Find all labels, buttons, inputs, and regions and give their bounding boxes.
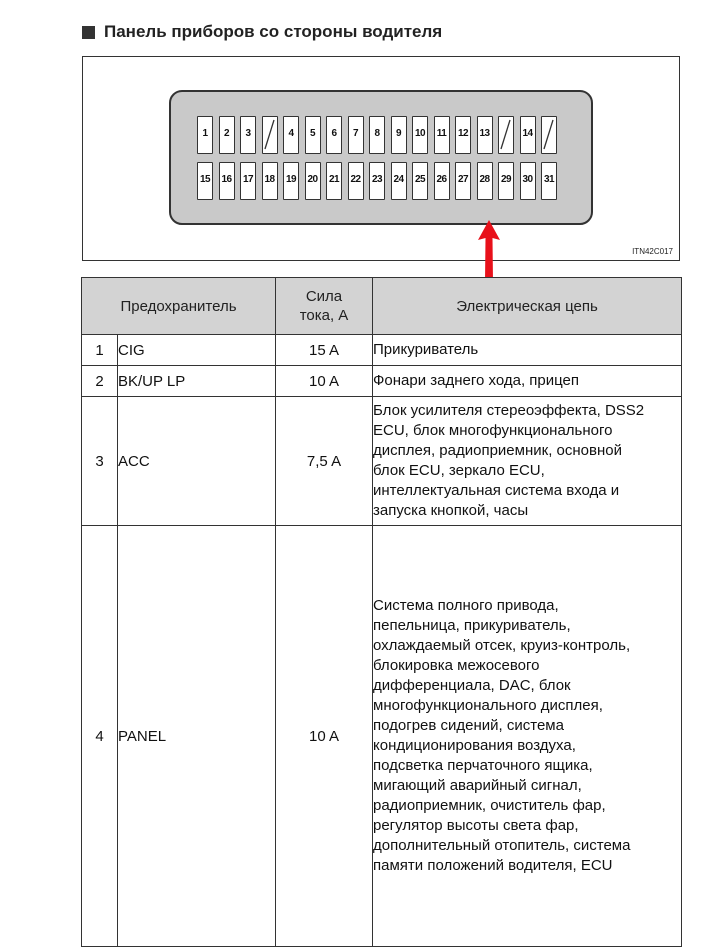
fuse-number: 7 (352, 128, 359, 139)
fuse-name-cell: BK/UP LP (118, 366, 276, 397)
circuit-line: Блок усилителя стереоэффекта, DSS2 (373, 402, 645, 419)
fuse-number: 11 (436, 128, 447, 139)
circuit-line: запуска кнопкой, часы (373, 502, 529, 519)
fuse-slot-5 (305, 116, 321, 154)
fuse-slot-12 (455, 116, 471, 154)
table-header-row (82, 278, 682, 335)
fuse-number: 6 (331, 128, 337, 139)
section-title (82, 22, 442, 42)
circuit-line: дифференциала, DAC, блок (373, 677, 571, 694)
section-title-text: Панель приборов со стороны водителя (104, 22, 443, 41)
fuse-slot-15 (197, 162, 213, 200)
fuse-number: 3 (245, 128, 251, 139)
table-row (82, 526, 682, 947)
fuse-slot-24 (391, 162, 407, 200)
fuse-slot-31 (541, 162, 557, 200)
fuse-slot-13 (477, 116, 493, 154)
fuse-number: 24 (393, 174, 404, 185)
header-fuse: Предохранитель (82, 278, 276, 335)
fuse-amps-cell: 10 A (276, 526, 373, 947)
fuse-slot-27 (455, 162, 471, 200)
fuse-slot-9 (391, 116, 407, 154)
fuse-slot-21 (326, 162, 342, 200)
fuse-number: 15 (199, 174, 211, 185)
fuse-slot-11 (434, 116, 450, 154)
fuse-slot-2 (219, 116, 235, 154)
fuse-slot-22 (348, 162, 364, 200)
fuse-slot-3 (240, 116, 256, 154)
fuse-slot-23 (369, 162, 385, 200)
circuit-line: мигающий аварийный сигнал, (373, 777, 582, 794)
fuse-number: 25 (414, 174, 426, 185)
fuse-slot-16 (219, 162, 235, 200)
fuse-circuit-cell (373, 366, 682, 397)
circuit-line: подсветка перчаточного ящика, (373, 757, 593, 774)
fuse-number: 4 (288, 128, 294, 139)
fuse-number: 18 (264, 174, 275, 185)
fuse-slot-4 (283, 116, 299, 154)
circuit-line: дополнительный отопитель, система (373, 837, 631, 854)
section-bullet-icon (82, 26, 95, 39)
circuit-line: регулятор высоты света фар, (373, 817, 579, 834)
header-current (276, 278, 373, 335)
circuit-line: Система полного привода, (373, 597, 559, 614)
fuse-slot-30 (520, 162, 536, 200)
fuse-circuit-cell (373, 397, 682, 526)
circuit-line: радиоприемник, очиститель фар, (373, 797, 606, 814)
fuse-number-cell: 3 (82, 397, 118, 526)
table-row (82, 397, 682, 526)
fuse-slot-7 (348, 116, 364, 154)
circuit-line: блок ECU, зеркало ECU, (373, 462, 545, 479)
fuse-circuit-cell (373, 526, 682, 947)
circuit-line: Прикуриватель (373, 341, 479, 358)
header-current-line2: тока, А (299, 307, 349, 324)
circuit-line: ECU, блок многофункционального (373, 422, 613, 439)
header-circuit: Электрическая цепь (373, 278, 682, 335)
fuse-slot-1 (197, 116, 213, 154)
fuse-slot-10 (412, 116, 428, 154)
fuse-number: 17 (242, 174, 254, 185)
fuse-name-cell: PANEL (118, 526, 276, 947)
fuse-number: 26 (436, 174, 447, 185)
fuse-diagram (82, 56, 680, 261)
circuit-line: интеллектуальная система входа и (373, 482, 620, 499)
fuse-number: 14 (522, 128, 533, 139)
arrow-up-icon (474, 218, 504, 286)
fuse-number: 19 (285, 174, 297, 185)
fuse-slot-8 (369, 116, 385, 154)
header-current-line1: Сила (305, 288, 343, 305)
table-row (82, 366, 682, 397)
fuse-number: 28 (479, 174, 490, 185)
table-body (82, 335, 682, 947)
fuse-number: 5 (309, 128, 316, 139)
fuse-slot-29 (498, 162, 514, 200)
fuse-slot-6 (326, 116, 342, 154)
fuse-amps-cell: 15 A (276, 335, 373, 366)
fuse-slot-20 (305, 162, 321, 200)
fuse-number: 29 (500, 174, 512, 185)
fuse-number-cell: 4 (82, 526, 118, 947)
circuit-line: Фонари заднего хода, прицеп (373, 372, 580, 389)
fuse-number: 9 (395, 128, 402, 139)
fuse-slot-14 (520, 116, 536, 154)
fuse-number: 2 (223, 128, 230, 139)
fuse-circuit-cell (373, 335, 682, 366)
circuit-line: кондиционирования воздуха, (373, 737, 576, 754)
table-row (82, 335, 682, 366)
fuse-number: 16 (221, 174, 232, 185)
figure-code: ITN42C017 (632, 247, 673, 256)
fuse-number: 10 (414, 128, 426, 139)
fuse-number: 8 (374, 128, 380, 139)
fuse-table (81, 277, 682, 947)
fuse-slot-empty (262, 116, 278, 154)
fuse-name-cell: CIG (118, 335, 276, 366)
fuse-slot-25 (412, 162, 428, 200)
circuit-line: охлаждаемый отсек, круиз-контроль, (373, 637, 631, 654)
circuit-line: многофункционального дисплея, (373, 697, 603, 714)
circuit-line: пепельница, прикуриватель, (373, 617, 571, 634)
fuse-number: 13 (479, 128, 490, 139)
fuse-name-cell: ACC (118, 397, 276, 526)
fuse-slot-empty (498, 116, 514, 154)
fuse-number: 20 (307, 174, 318, 185)
fuse-slot-17 (240, 162, 256, 200)
fuse-number-cell: 2 (82, 366, 118, 397)
fuse-amps-cell: 7,5 A (276, 397, 373, 526)
fuse-number: 1 (202, 128, 208, 139)
fuse-number: 27 (457, 174, 469, 185)
fuse-slot-26 (434, 162, 450, 200)
fuse-slot-19 (283, 162, 299, 200)
fuse-slot-18 (262, 162, 278, 200)
fuse-number: 23 (371, 174, 383, 185)
circuit-line: подогрев сидений, система (373, 717, 564, 734)
circuit-line: памяти положений водителя, ECU (373, 857, 613, 874)
fuse-slot-28 (477, 162, 493, 200)
fuse-number: 30 (522, 174, 533, 185)
fuse-number: 31 (543, 174, 555, 185)
fuse-number: 22 (350, 174, 361, 185)
circuit-line: блокировка межосевого (373, 657, 540, 674)
circuit-line: дисплея, радиоприемник, основной (373, 442, 622, 459)
fuse-slot-empty (541, 116, 557, 154)
fuse-number: 12 (457, 128, 469, 139)
fuse-box-outline (169, 90, 593, 225)
fuse-number-cell: 1 (82, 335, 118, 366)
fuse-amps-cell: 10 A (276, 366, 373, 397)
fuse-number: 21 (328, 174, 340, 185)
